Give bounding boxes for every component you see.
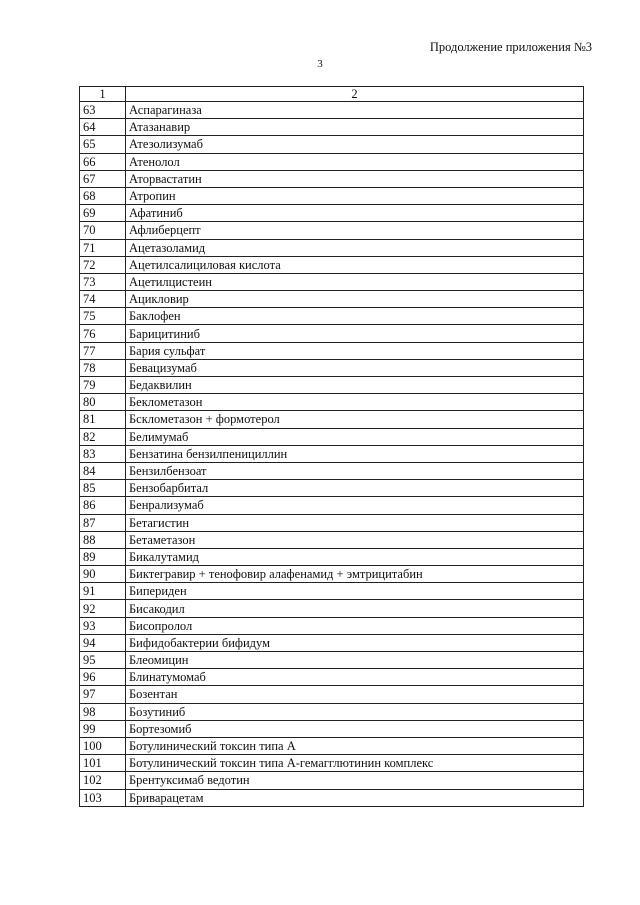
table-row: [80, 737, 584, 754]
drug-name: Баклофен: [126, 308, 584, 325]
table-row: [80, 514, 584, 531]
row-number: 78: [80, 359, 126, 376]
drug-name: Бетаметазон: [126, 531, 584, 548]
table-row: [80, 428, 584, 445]
row-number: 81: [80, 411, 126, 428]
row-number: 98: [80, 703, 126, 720]
table-row: [80, 703, 584, 720]
drug-name: Бифидобактерии бифидум: [126, 634, 584, 651]
table-row: [80, 497, 584, 514]
table-row: [80, 583, 584, 600]
table-row: [80, 170, 584, 187]
column-header-number: 1: [80, 87, 126, 102]
row-number: 82: [80, 428, 126, 445]
table-row: [80, 394, 584, 411]
row-number: 65: [80, 136, 126, 153]
row-number: 89: [80, 548, 126, 565]
table-row: [80, 669, 584, 686]
drug-name: Атенолол: [126, 153, 584, 170]
drug-name: Бриварацетам: [126, 789, 584, 806]
drug-name: Бетагистин: [126, 514, 584, 531]
row-number: 76: [80, 325, 126, 342]
table-row: [80, 789, 584, 806]
table-row: [80, 462, 584, 479]
row-number: 73: [80, 273, 126, 290]
drug-name: Биктегравир + тенофовир алафенамид + эмтрицитабин: [126, 566, 584, 583]
drug-name: Афлиберцепт: [126, 222, 584, 239]
drug-name: Блеомицин: [126, 652, 584, 669]
drug-name: Бисопролол: [126, 617, 584, 634]
drug-name: Бензобарбитал: [126, 480, 584, 497]
drug-name: Ацетилсалициловая кислота: [126, 256, 584, 273]
drug-name: Ацетилцистеин: [126, 273, 584, 290]
table-row: [80, 600, 584, 617]
table-row: [80, 342, 584, 359]
table-row: [80, 187, 584, 204]
row-number: 66: [80, 153, 126, 170]
table-row: [80, 720, 584, 737]
row-number: 72: [80, 256, 126, 273]
appendix-header: Продолжение приложения №3: [429, 40, 592, 54]
drug-name: Аспарагиназа: [126, 102, 584, 119]
drug-name: Ацетазоламид: [126, 239, 584, 256]
drug-name: Атропин: [126, 187, 584, 204]
drug-name: Бикалутамид: [126, 548, 584, 565]
table-row: [80, 308, 584, 325]
row-number: 101: [80, 755, 126, 772]
table-row: [80, 411, 584, 428]
table-row: [80, 377, 584, 394]
row-number: 75: [80, 308, 126, 325]
drug-name: Бортезомиб: [126, 720, 584, 737]
drug-name: Брентуксимаб ведотин: [126, 772, 584, 789]
table-row: [80, 445, 584, 462]
table-row: [80, 153, 584, 170]
column-header-name: 2: [126, 87, 584, 102]
table-row: [80, 222, 584, 239]
table-row: [80, 480, 584, 497]
drug-name: Бензилбензоат: [126, 462, 584, 479]
drug-name: Бензатина бензилпенициллин: [126, 445, 584, 462]
row-number: 77: [80, 342, 126, 359]
row-number: 94: [80, 634, 126, 651]
row-number: 63: [80, 102, 126, 119]
drug-name: Ботулинический токсин типа А: [126, 737, 584, 754]
table-row: [80, 273, 584, 290]
row-number: 71: [80, 239, 126, 256]
row-number: 74: [80, 291, 126, 308]
row-number: 70: [80, 222, 126, 239]
drug-name: Афатиниб: [126, 205, 584, 222]
drug-name: Атазанавир: [126, 119, 584, 136]
row-number: 85: [80, 480, 126, 497]
table-row: [80, 652, 584, 669]
page-number: 3: [317, 58, 323, 70]
table-row: [80, 239, 584, 256]
drug-name: Бенрализумаб: [126, 497, 584, 514]
drug-name: Ботулинический токсин типа А-гемагглютинин комплекс: [126, 755, 584, 772]
drug-name: Барицитиниб: [126, 325, 584, 342]
drug-name: Бсклометазон + формотерол: [126, 411, 584, 428]
drug-name: Бипериден: [126, 583, 584, 600]
row-number: 80: [80, 394, 126, 411]
table-header-row: [80, 87, 584, 102]
row-number: 68: [80, 187, 126, 204]
table-row: [80, 617, 584, 634]
row-number: 64: [80, 119, 126, 136]
table-row: [80, 119, 584, 136]
table-row: [80, 566, 584, 583]
table-row: [80, 205, 584, 222]
table-row: [80, 772, 584, 789]
row-number: 84: [80, 462, 126, 479]
row-number: 86: [80, 497, 126, 514]
drug-name: Бедаквилин: [126, 377, 584, 394]
drug-name: Аторвастатин: [126, 170, 584, 187]
row-number: 102: [80, 772, 126, 789]
row-number: 100: [80, 737, 126, 754]
row-number: 97: [80, 686, 126, 703]
table-row: [80, 548, 584, 565]
table-row: [80, 359, 584, 376]
row-number: 69: [80, 205, 126, 222]
table-row: [80, 531, 584, 548]
drug-name: Ацикловир: [126, 291, 584, 308]
row-number: 96: [80, 669, 126, 686]
table-row: [80, 102, 584, 119]
drug-name: Бария сульфат: [126, 342, 584, 359]
drug-name: Бозутиниб: [126, 703, 584, 720]
table-row: [80, 136, 584, 153]
row-number: 88: [80, 531, 126, 548]
drug-name: Беклометазон: [126, 394, 584, 411]
row-number: 91: [80, 583, 126, 600]
row-number: 95: [80, 652, 126, 669]
drug-name: Бевацизумаб: [126, 359, 584, 376]
row-number: 90: [80, 566, 126, 583]
row-number: 99: [80, 720, 126, 737]
row-number: 87: [80, 514, 126, 531]
row-number: 83: [80, 445, 126, 462]
drug-name: Бисакодил: [126, 600, 584, 617]
row-number: 93: [80, 617, 126, 634]
table-row: [80, 325, 584, 342]
table-row: [80, 291, 584, 308]
row-number: 92: [80, 600, 126, 617]
row-number: 67: [80, 170, 126, 187]
row-number: 103: [80, 789, 126, 806]
drug-name: Атезолизумаб: [126, 136, 584, 153]
drug-table: [79, 86, 584, 807]
table-row: [80, 686, 584, 703]
row-number: 79: [80, 377, 126, 394]
table-row: [80, 256, 584, 273]
drug-name: Бозентан: [126, 686, 584, 703]
drug-name: Белимумаб: [126, 428, 584, 445]
table-row: [80, 634, 584, 651]
drug-name: Блинатумомаб: [126, 669, 584, 686]
table-row: [80, 755, 584, 772]
